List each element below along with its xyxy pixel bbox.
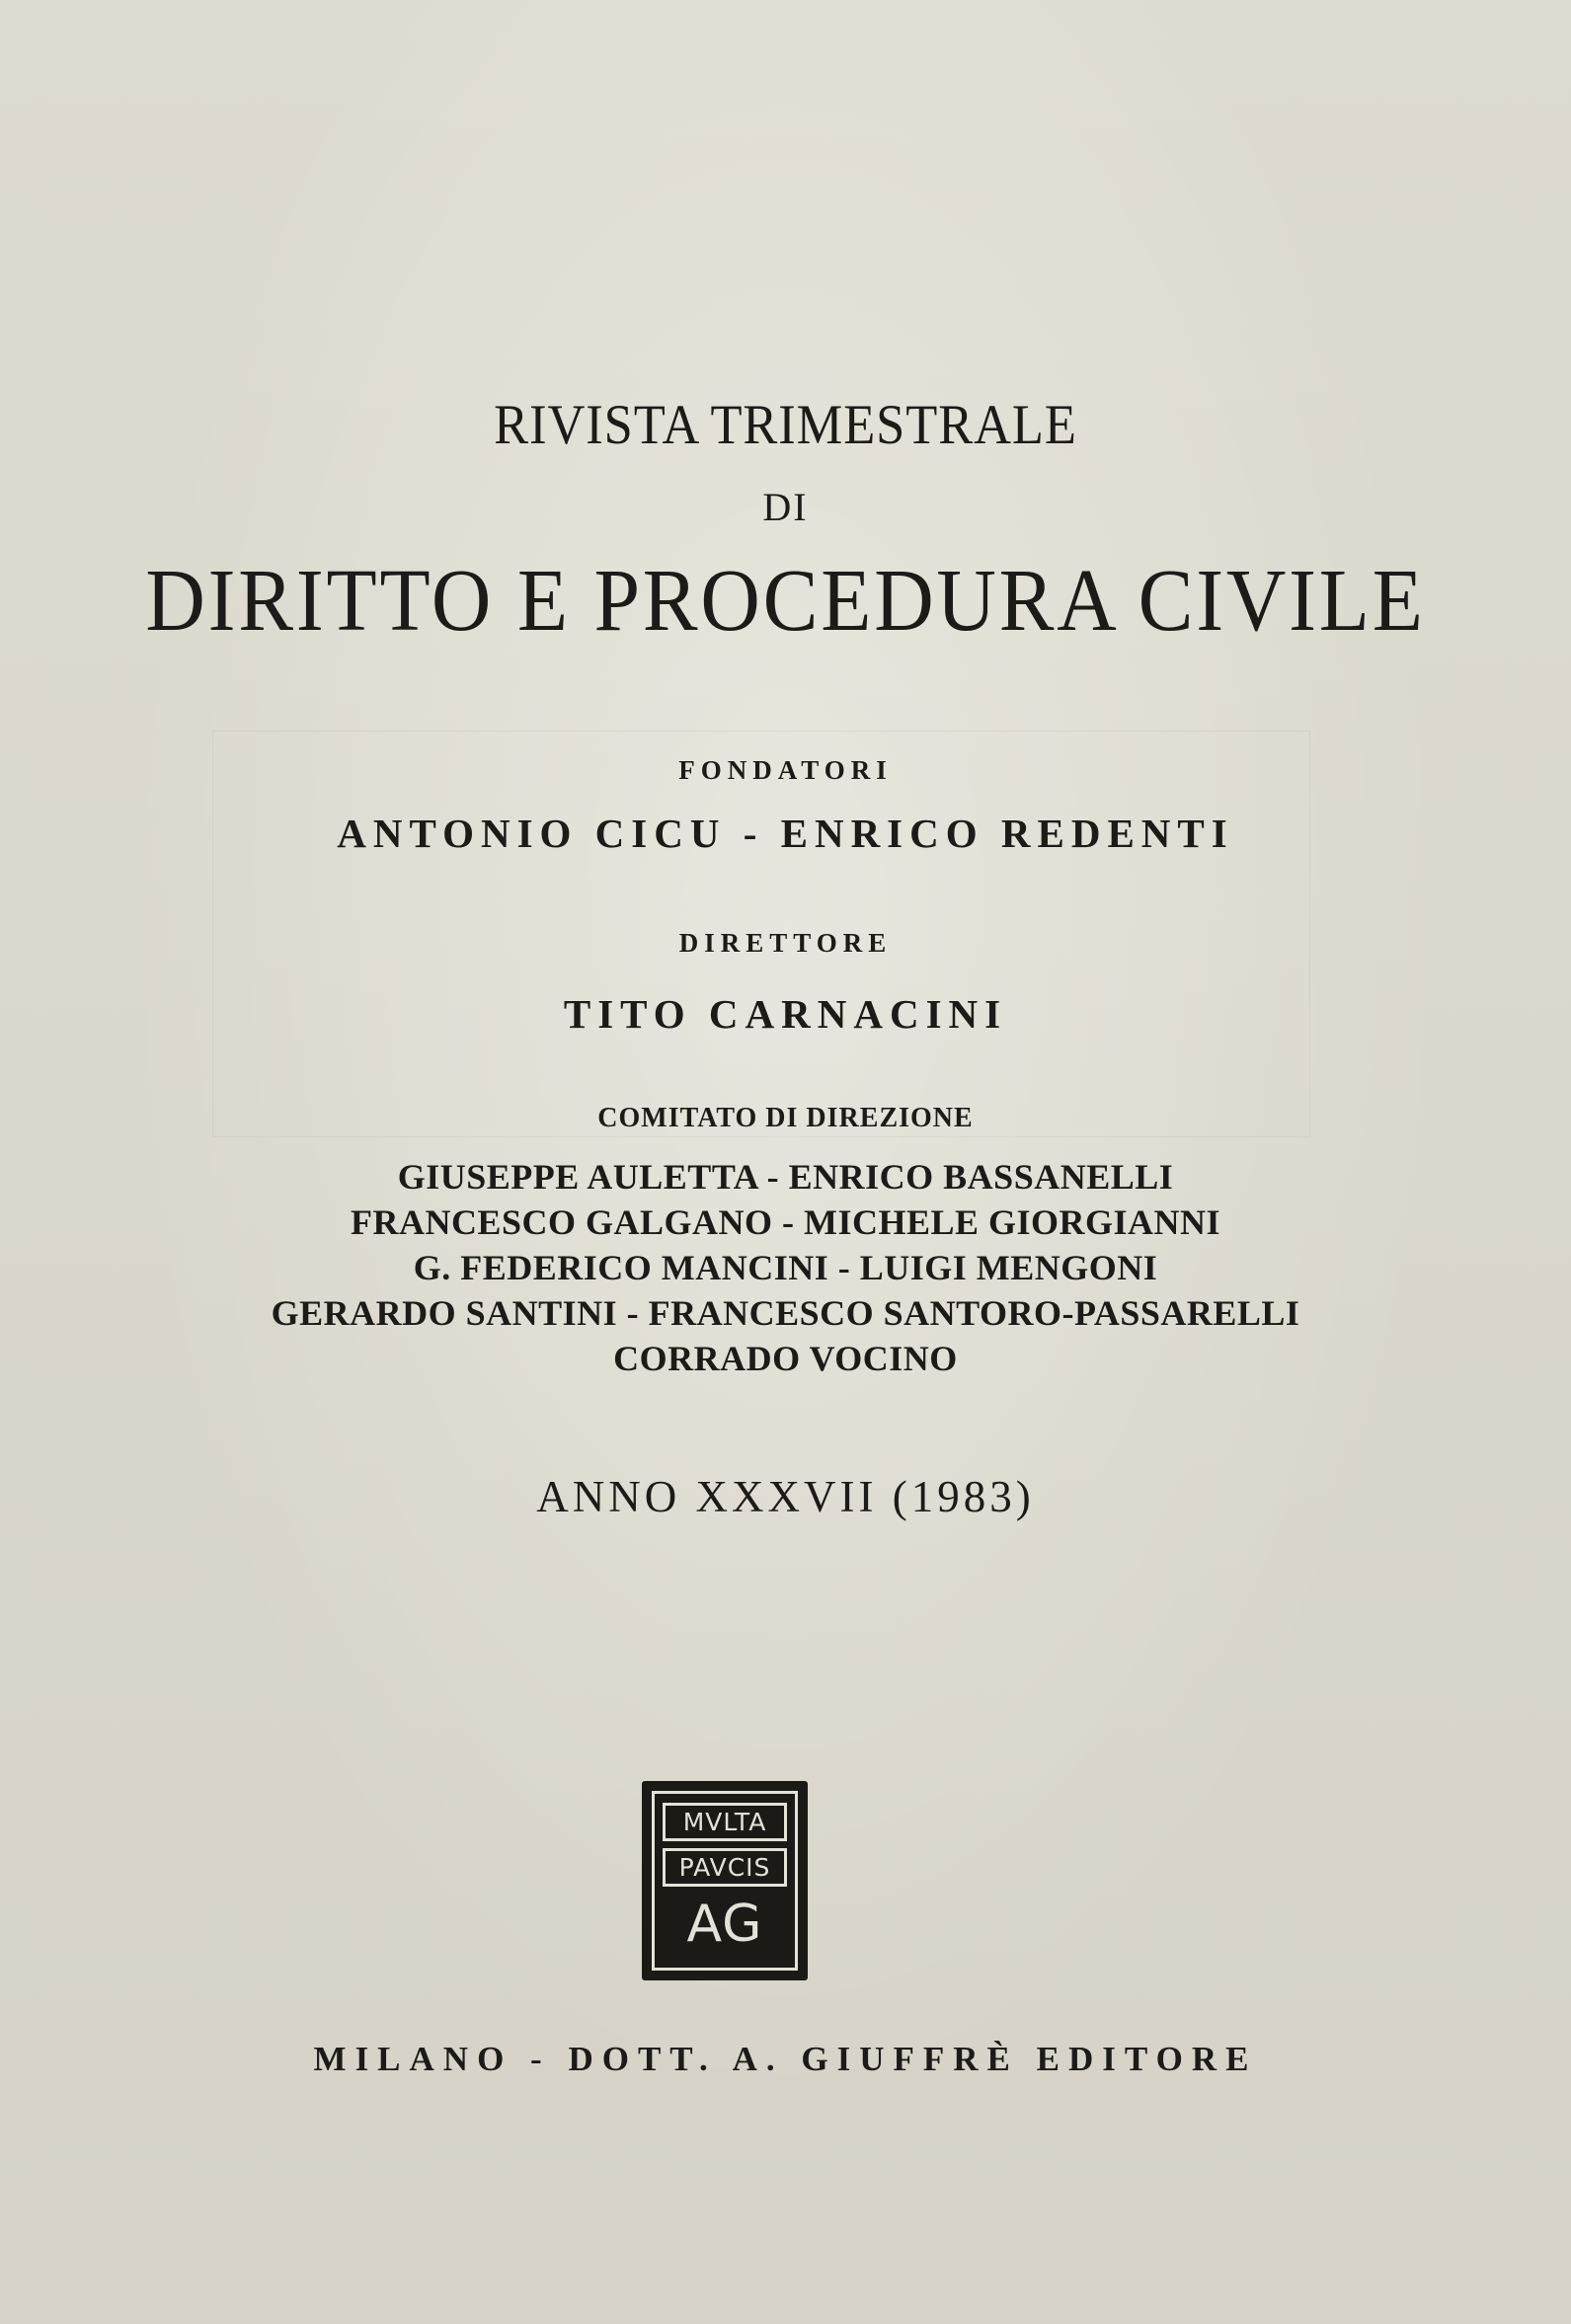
journal-title-main: DIRITTO E PROCEDURA CIVILE (145, 552, 1426, 650)
founders-names: ANTONIO CICU - ENRICO REDENTI (337, 811, 1234, 856)
journal-title-connector: DI (762, 485, 809, 529)
logo-monogram: AG (686, 1895, 763, 1954)
publisher-logo (642, 1781, 808, 1980)
logo-motto-line-2: PAVCIS (663, 1848, 787, 1887)
director-label: DIRETTORE (678, 928, 893, 958)
journal-title-top: RIVISTA TRIMESTRALE (494, 394, 1077, 456)
committee-member-line: G. FEDERICO MANCINI - LUIGI MENGONI (413, 1248, 1158, 1287)
committee-member-line: CORRADO VOCINO (613, 1339, 958, 1378)
director-name: TITO CARNACINI (563, 991, 1008, 1037)
logo-frame (652, 1791, 798, 1971)
committee-member-line: FRANCESCO GALGANO - MICHELE GIORGIANNI (350, 1202, 1221, 1242)
committee-member-line: GIUSEPPE AULETTA - ENRICO BASSANELLI (397, 1157, 1174, 1197)
committee-label: COMITATO DI DIREZIONE (597, 1103, 974, 1133)
committee-member-line: GERARDO SANTINI - FRANCESCO SANTORO-PASSARELLI (271, 1293, 1300, 1333)
volume-year: ANNO XXXVII (1983) (536, 1472, 1035, 1521)
logo-motto-line-1: MVLTA (663, 1803, 787, 1841)
founders-label: FONDATORI (678, 755, 893, 785)
publisher-imprint: MILANO - DOTT. A. GIUFFRÈ EDITORE (313, 2040, 1258, 2078)
